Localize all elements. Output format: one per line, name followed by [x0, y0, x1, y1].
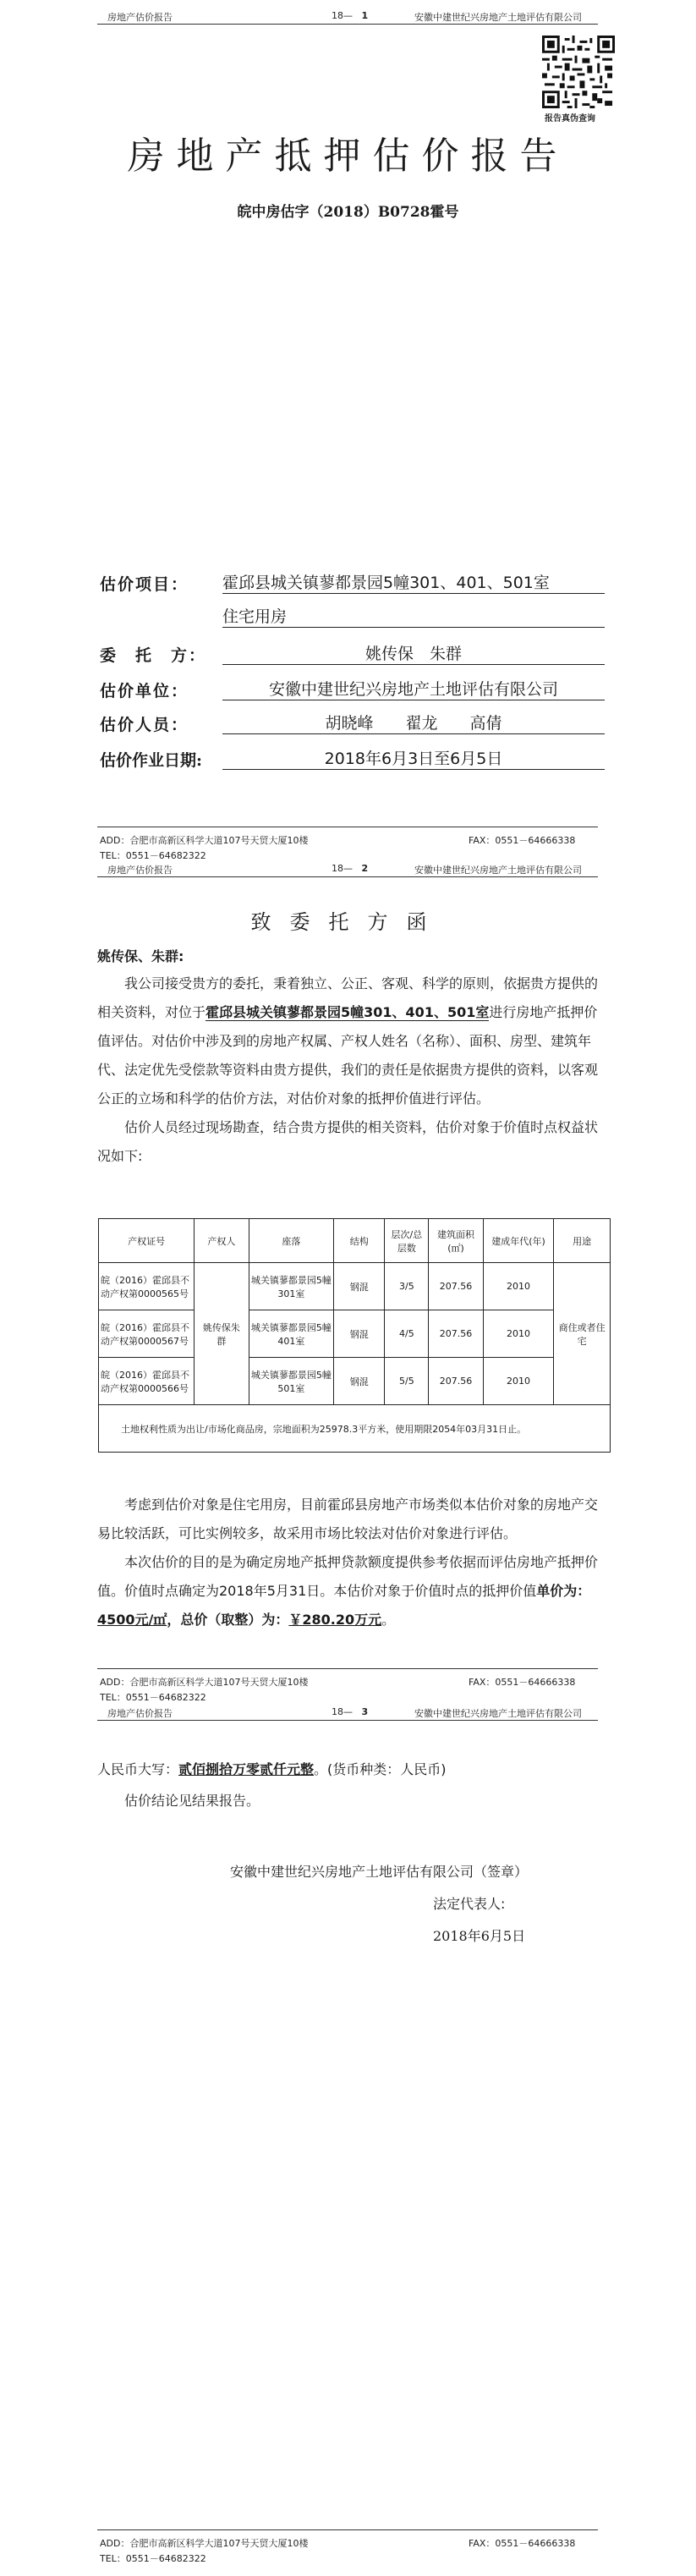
qr-code[interactable] [542, 36, 615, 108]
sign-legal-rep: 法定代表人: [433, 1896, 506, 1912]
page-header-company: 安徽中建世纪兴房地产土地评估有限公司 [414, 865, 582, 876]
report-title: 房地产抵押估价报告 [127, 135, 569, 178]
col-use: 用途 [554, 1219, 611, 1263]
footer-address: ADD：合肥市高新区科学大道107号天贸大厦10楼 [100, 2538, 309, 2549]
qr-caption: 报告真伪查询 [545, 114, 595, 124]
letter-body-1: 我公司接受贵方的委托，秉着独立、公正、客观、科学的原则，依据贵方提供的相关资料，对位于霍邱县城关镇蓼都景园5幢301、401、501室进行房地产抵押价值评估。对估价中涉及到的房地产权属、产权人姓名（名称）、面积、房型、建筑年代、法定优先受偿款等资料由贵方提供，我们的责任是依据贵方提供的资料，以客观公正的立场和科学的估价方法，对估价对象的抵押价值进行评估。 估价人员经过现场勘查，结合贵方提供的相关资料，估价对象于价值时点权益状况如下: [97, 975, 599, 1164]
project-label: 估价项目： [100, 575, 189, 594]
footer-rule [97, 2529, 598, 2530]
col-location: 座落 [249, 1219, 333, 1263]
project-value-line1: 霍邱县城关镇蓼都景园5幢301、401、501室 [222, 570, 605, 594]
page-header-title: 房地产估价报告 [107, 1708, 173, 1719]
page-header-company: 安徽中建世纪兴房地产土地评估有限公司 [414, 12, 582, 23]
header-rule [97, 876, 598, 877]
col-year: 建成年代(年) [483, 1219, 554, 1263]
letter-title: 致委托方函 [250, 910, 446, 934]
org-label: 估价单位： [100, 682, 189, 700]
client-label: 委 托 方： [100, 646, 207, 665]
footer-tel: TEL：0551－64682322 [100, 2553, 206, 2564]
col-floor: 层次/总层数 [385, 1219, 429, 1263]
use-cell: 商住或者住宅 [554, 1263, 611, 1405]
footer-fax: FAX：0551－64666338 [469, 2538, 576, 2549]
footer-fax: FAX：0551－64666338 [469, 1677, 576, 1688]
letter-salutation: 姚传保、朱群: [97, 948, 184, 964]
letter-body-2: 考虑到估价对象是住宅用房，目前霍邱县房地产市场类似本估价对象的房地产交易比较活跃，可比实例较多，故采用市场比较法对估价对象进行评估。 本次估价的目的是为确定房地产抵押贷款额度提供参考依据而评估房地产抵押价值。价值时点确定为2018年5月31日。本估价对象于价值时点的抵押价值单价为：4500元/㎡，总价（取整）为：￥280.20万元。 [97, 1497, 599, 1628]
table-row: 皖（2016）霍邱县不动产权第0000567号 城关镇蓼都景园5幢401室 钢混 4/5 207.56 2010 [99, 1310, 611, 1358]
footer-address: ADD：合肥市高新区科学大道107号天贸大厦10楼 [100, 835, 309, 846]
page-header-title: 房地产估价报告 [107, 12, 173, 23]
property-address: 霍邱县城关镇蓼都景园5幢301、401、501室 [206, 1004, 490, 1020]
document-number: 皖中房估字（2018）B0728霍号 [237, 204, 459, 221]
page-number: 18— 3 [332, 1706, 369, 1717]
header-rule [97, 24, 598, 25]
total-price: ￥280.20万元 [288, 1612, 382, 1628]
header-rule [97, 1720, 598, 1721]
period-value: 2018年6月3日至6月5日 [222, 746, 605, 770]
footer-tel: TEL：0551－64682322 [100, 1692, 206, 1703]
col-cert: 产权证号 [99, 1219, 195, 1263]
conclusion-note: 估价结论见结果报告。 [124, 1793, 260, 1809]
project-value-line2: 住宅用房 [222, 604, 605, 628]
col-structure: 结构 [334, 1219, 385, 1263]
staff-label: 估价人员： [100, 716, 189, 734]
period-label: 估价作业日期: [100, 751, 203, 770]
page-header-company: 安徽中建世纪兴房地产土地评估有限公司 [414, 1708, 582, 1719]
col-owner: 产权人 [195, 1219, 249, 1263]
footer-fax: FAX：0551－64666338 [469, 835, 576, 846]
table-note-row [99, 1405, 611, 1453]
amount-in-words: 人民币大写：贰佰捌拾万零贰仟元整。(货币种类：人民币) [97, 1761, 447, 1777]
unit-price: 4500元/㎡ [97, 1612, 167, 1628]
footer-address: ADD：合肥市高新区科学大道107号天贸大厦10楼 [100, 1677, 309, 1688]
footer-tel: TEL：0551－64682322 [100, 850, 206, 861]
owner-cell: 姚传保朱 群 [195, 1263, 249, 1405]
page-header-title: 房地产估价报告 [107, 865, 173, 876]
col-area: 建筑面积(㎡) [429, 1219, 484, 1263]
footer-rule [97, 1668, 598, 1669]
table-note: 土地权利性质为出让/市场化商品房，宗地面积为25978.3平方米，使用期限2054年03月31日止。 [99, 1405, 611, 1453]
page-number: 18— 1 [332, 10, 369, 21]
table-row: 皖（2016）霍邱县不动产权第0000565号 姚传保朱 群 城关镇蓼都景园5幢301室 钢混 3/5 207.56 2010 商住或者住宅 [99, 1263, 611, 1310]
page-number: 18— 2 [332, 863, 369, 874]
org-value: 安徽中建世纪兴房地产土地评估有限公司 [222, 677, 605, 700]
client-value: 姚传保 朱群 [222, 641, 605, 665]
sign-company: 安徽中建世纪兴房地产土地评估有限公司（签章） [230, 1864, 529, 1880]
amount-uppercase: 贰佰捌拾万零贰仟元整 [178, 1761, 315, 1777]
sign-date: 2018年6月5日 [433, 1928, 526, 1944]
property-table [98, 1218, 611, 1453]
staff-value: 胡晓峰 翟龙 高倩 [222, 711, 605, 734]
table-row: 皖（2016）霍邱县不动产权第0000566号 城关镇蓼都景园5幢501室 钢混 5/5 207.56 2010 [99, 1358, 611, 1405]
